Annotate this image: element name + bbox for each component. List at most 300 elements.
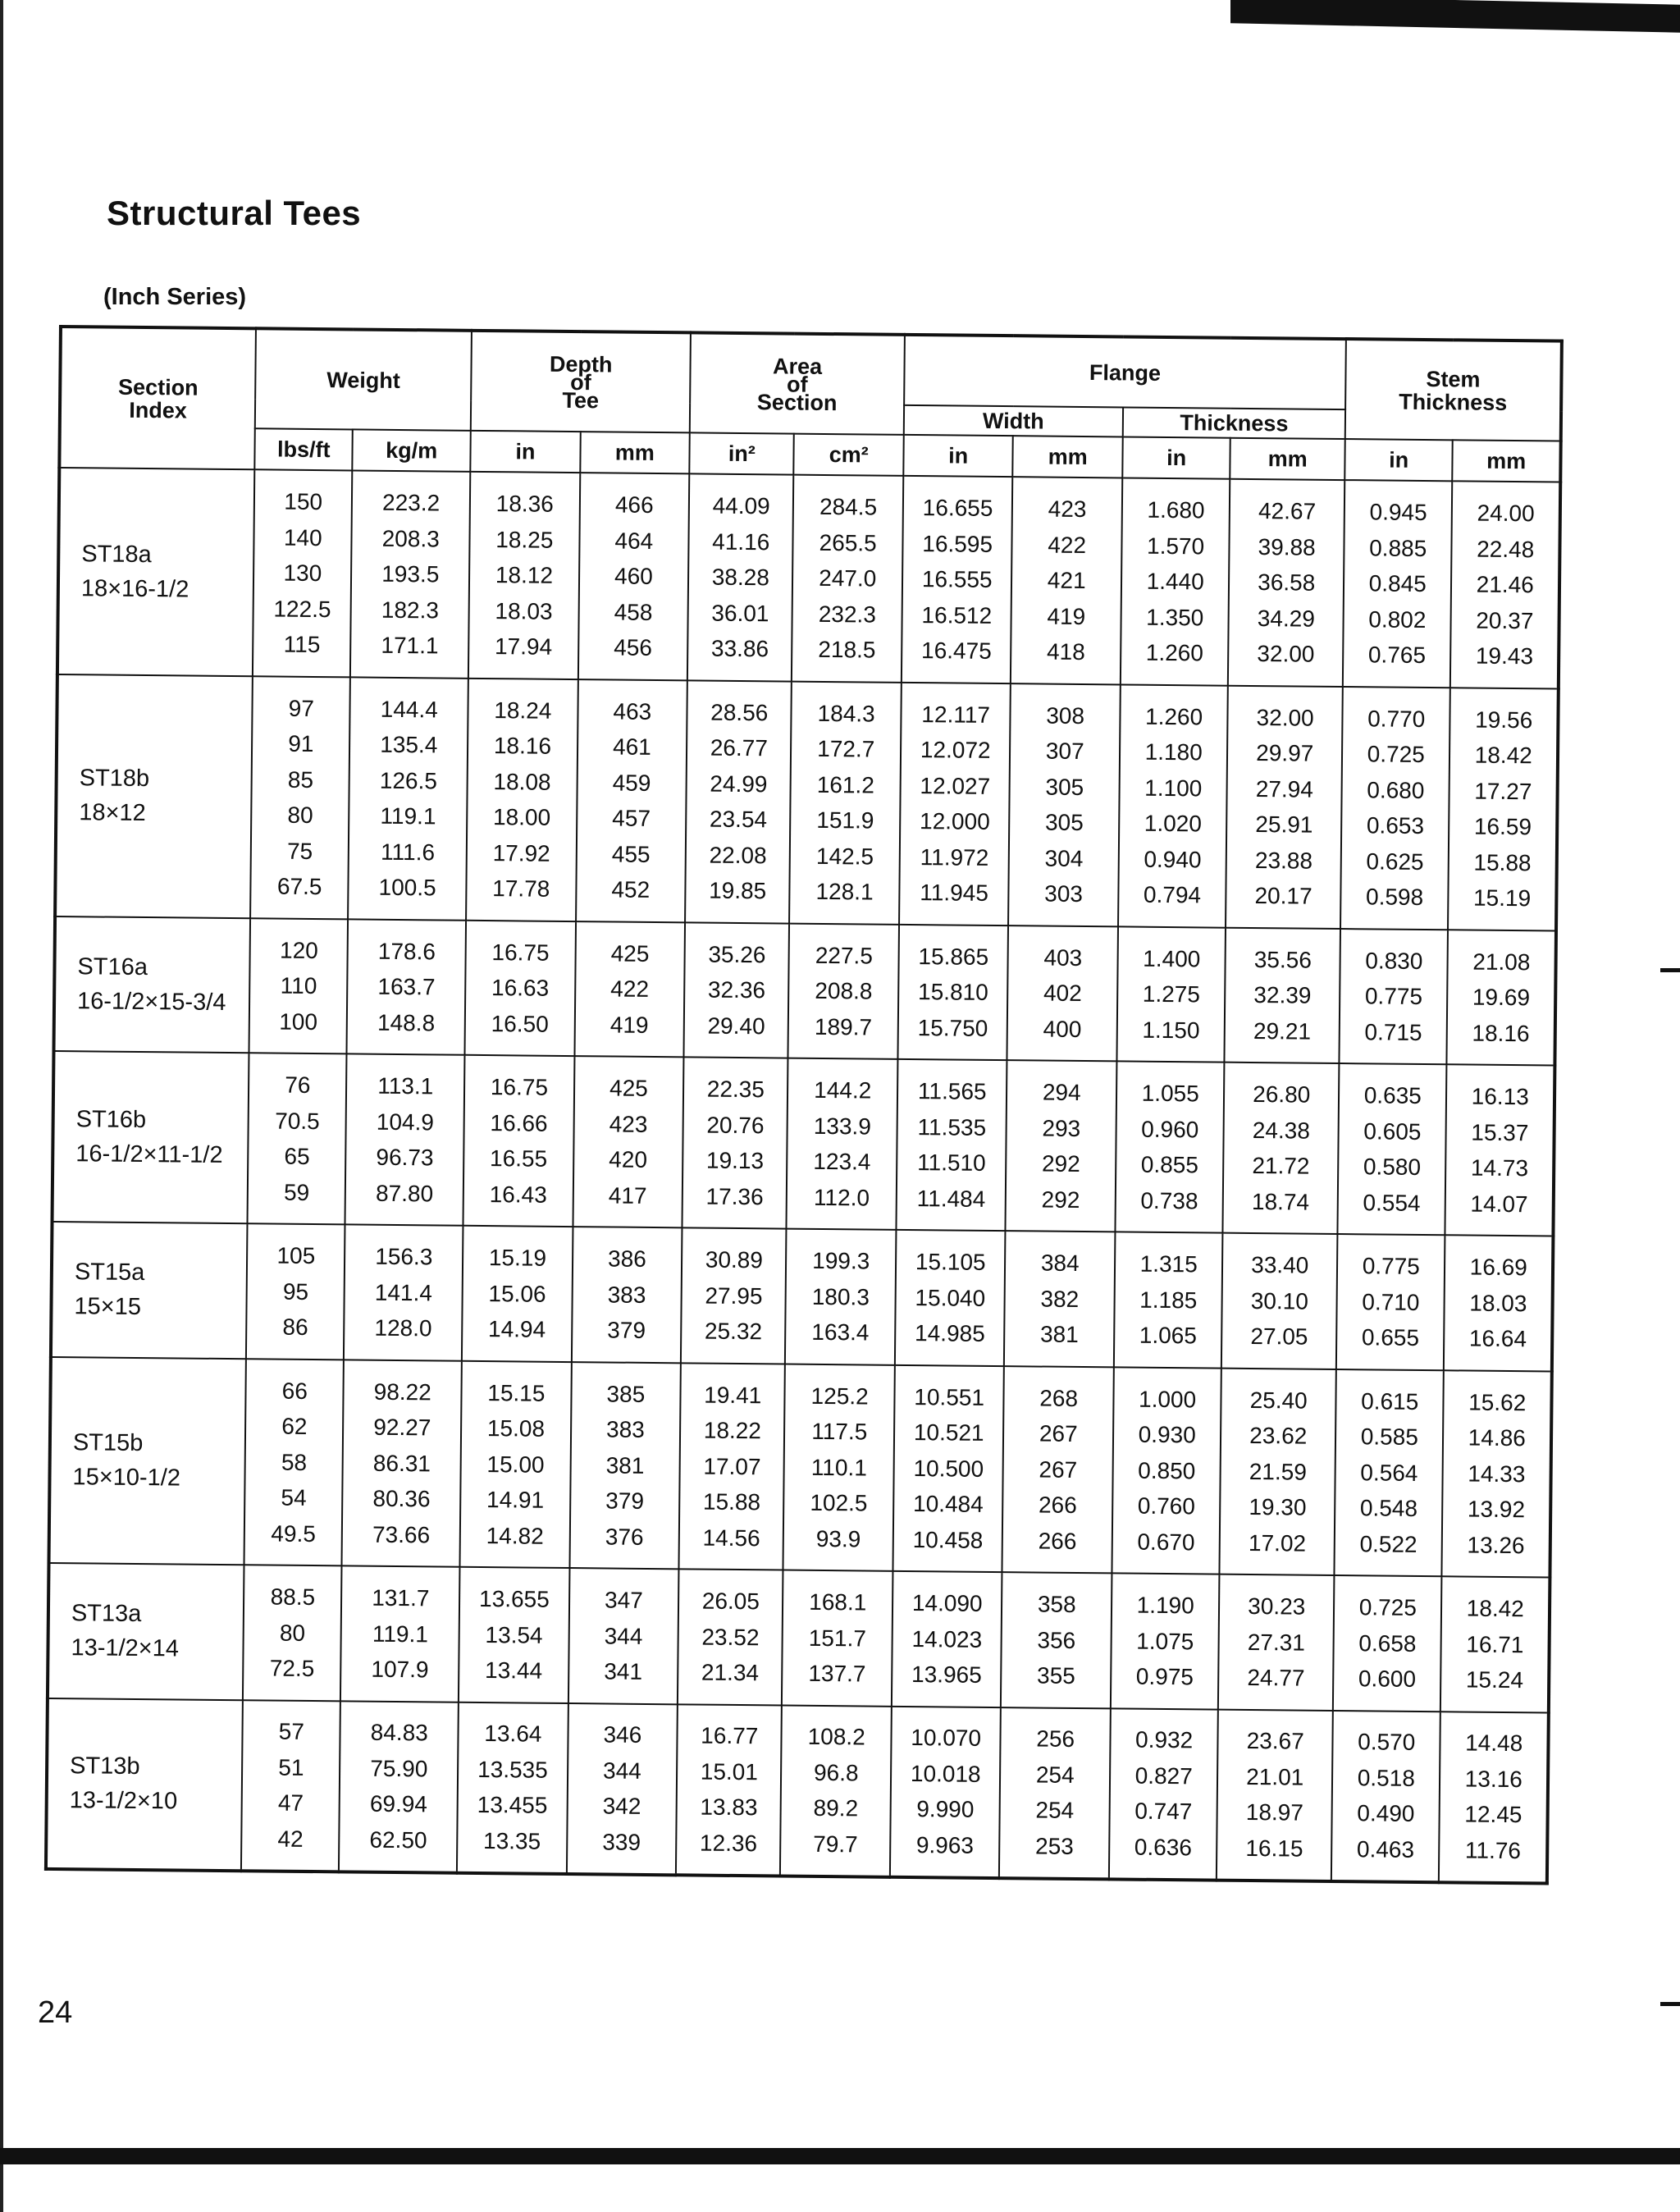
cell-value: 402 xyxy=(1043,980,1082,1007)
cell-value: 0.625 xyxy=(1366,848,1424,875)
cell-value: 0.605 xyxy=(1363,1117,1422,1145)
data-cell xyxy=(895,1230,1006,1366)
cell-value: 1.350 xyxy=(1146,604,1204,630)
cell-value: 24.38 xyxy=(1252,1117,1311,1144)
cell-value: 18.25 xyxy=(495,526,554,553)
cell-value: 17.94 xyxy=(494,633,553,660)
cell-value: 13.54 xyxy=(485,1621,543,1648)
cell-value: 29.97 xyxy=(1256,740,1314,766)
data-cell xyxy=(1114,1232,1223,1368)
cell-value: 85 xyxy=(287,766,314,793)
cell-value: 452 xyxy=(611,876,651,903)
cell-value: 0.680 xyxy=(1367,776,1425,803)
cell-value: 24.99 xyxy=(710,770,768,797)
cell-value: 32.00 xyxy=(1257,641,1315,667)
section-group-row xyxy=(49,1356,1552,1577)
cell-value: 21.08 xyxy=(1472,948,1531,975)
cell-value: 1.440 xyxy=(1146,568,1204,595)
cell-value: 268 xyxy=(1039,1385,1079,1411)
cell-value: 163.7 xyxy=(377,973,436,1000)
cell-value: 117.5 xyxy=(811,1418,868,1445)
cell-value: 44.09 xyxy=(712,492,770,519)
cell-value: 144.4 xyxy=(380,696,438,722)
cell-value: 417 xyxy=(608,1181,647,1209)
cell-value: 41.16 xyxy=(712,528,770,555)
cell-value: 1.020 xyxy=(1144,810,1203,837)
cell-value: 18.36 xyxy=(495,491,554,517)
cell-value: 17.02 xyxy=(1248,1529,1307,1556)
cell-value: 21.01 xyxy=(1246,1763,1304,1790)
unit-label: in² xyxy=(689,432,794,474)
cell-value: 144.2 xyxy=(814,1076,872,1104)
cell-value: 384 xyxy=(1040,1250,1080,1276)
cell-value: 379 xyxy=(605,1488,645,1514)
data-cell xyxy=(248,1053,347,1224)
data-cell xyxy=(459,1567,569,1703)
scan-edge-top xyxy=(1230,0,1680,33)
cell-value: 15.37 xyxy=(1471,1119,1529,1145)
cell-value: 21.72 xyxy=(1252,1153,1310,1179)
cell-value: 100.5 xyxy=(378,874,436,901)
cell-value: 102.5 xyxy=(810,1489,868,1516)
cell-value: 16.75 xyxy=(491,939,550,966)
header-area-of-section: Area of Section xyxy=(690,332,905,434)
cell-value: 292 xyxy=(1041,1186,1080,1213)
data-cell xyxy=(1226,685,1342,928)
data-cell xyxy=(244,1359,345,1566)
section-index-cell xyxy=(57,468,255,676)
data-cell xyxy=(1225,927,1340,1063)
cell-value: 110 xyxy=(280,972,317,999)
cell-value: 22.35 xyxy=(706,1076,765,1103)
structural-tees-table xyxy=(44,325,1564,1885)
cell-value: 461 xyxy=(612,734,651,760)
cell-value: 0.794 xyxy=(1143,881,1202,908)
cell-value: 0.765 xyxy=(1367,642,1427,669)
cell-value: 34.29 xyxy=(1257,605,1316,632)
cell-value: 79.7 xyxy=(813,1830,858,1857)
data-cell xyxy=(899,682,1011,925)
cell-value: 115 xyxy=(283,631,321,658)
cell-value: 19.56 xyxy=(1475,706,1533,733)
cell-value: 0.850 xyxy=(1138,1457,1196,1483)
section-index-cell xyxy=(46,1698,243,1870)
cell-value: 100 xyxy=(279,1008,318,1035)
cell-value: 24.00 xyxy=(1477,500,1535,527)
cell-value: 35.26 xyxy=(708,941,766,967)
cell-value: 18.00 xyxy=(492,804,551,830)
cell-value: 247.0 xyxy=(819,564,877,592)
cell-value: 86 xyxy=(282,1314,308,1340)
cell-value: 16.75 xyxy=(490,1074,549,1100)
section-group-row xyxy=(54,916,1556,1065)
page-title: Structural Tees xyxy=(107,194,362,232)
cell-value: 0.598 xyxy=(1365,884,1424,910)
cell-value: 18.42 xyxy=(1474,742,1532,769)
section-group-row xyxy=(48,1563,1550,1712)
cell-value: 156.3 xyxy=(375,1243,433,1270)
cell-value: 26.77 xyxy=(710,734,769,761)
cell-value: 19.69 xyxy=(1472,984,1531,1011)
cell-value: 32.39 xyxy=(1253,982,1312,1008)
header-section-index: Section Index xyxy=(59,327,256,469)
scan-edge-bottom xyxy=(0,2148,1680,2164)
cell-value: 16.655 xyxy=(922,495,993,521)
cell-value: 284.5 xyxy=(819,493,878,520)
data-cell xyxy=(1109,1708,1218,1880)
cell-value: 92.27 xyxy=(373,1414,431,1441)
cell-value: 464 xyxy=(614,528,654,554)
data-cell xyxy=(1217,1709,1333,1881)
cell-value: 193.5 xyxy=(381,560,440,587)
cell-value: 376 xyxy=(605,1523,644,1550)
cell-value: 10.551 xyxy=(914,1383,985,1410)
cell-value: 26.80 xyxy=(1253,1081,1311,1108)
unit-label: in xyxy=(1344,439,1453,481)
cell-value: 16.43 xyxy=(489,1181,547,1208)
cell-value: 0.615 xyxy=(1361,1387,1419,1414)
cell-value: 1.315 xyxy=(1139,1250,1198,1277)
data-cell xyxy=(567,1703,678,1875)
cell-value: 0.725 xyxy=(1358,1594,1418,1620)
cell-value: 0.635 xyxy=(1363,1082,1422,1108)
cell-value: 25.91 xyxy=(1255,811,1313,838)
cell-value: 16.64 xyxy=(1468,1325,1527,1352)
data-cell xyxy=(679,1363,786,1570)
cell-value: 33.86 xyxy=(710,635,769,662)
scan-mark xyxy=(1660,968,1680,972)
cell-value: 65 xyxy=(284,1143,310,1169)
cell-value: 0.670 xyxy=(1137,1529,1195,1555)
data-cell xyxy=(578,473,689,680)
cell-value: 57 xyxy=(278,1718,305,1744)
cell-value: 18.42 xyxy=(1466,1595,1524,1622)
cell-value: 1.000 xyxy=(1138,1386,1197,1412)
cell-value: 400 xyxy=(1043,1016,1082,1042)
cell-value: 70.5 xyxy=(275,1108,320,1134)
cell-value: 18.22 xyxy=(703,1417,762,1444)
cell-value: 0.975 xyxy=(1135,1663,1194,1690)
cell-value: 459 xyxy=(612,770,651,796)
cell-value: 208.3 xyxy=(381,525,440,551)
cell-value: 381 xyxy=(605,1451,645,1478)
data-cell xyxy=(1111,1573,1220,1709)
section-group-row xyxy=(51,1222,1553,1371)
cell-value: 0.827 xyxy=(1134,1762,1193,1789)
unit-label: kg/m xyxy=(353,429,471,471)
cell-value: 16.63 xyxy=(491,975,550,1001)
cell-value: 47 xyxy=(277,1789,304,1816)
cell-value: 386 xyxy=(607,1245,646,1272)
cell-value: 0.580 xyxy=(1363,1154,1422,1180)
cell-value: 0.885 xyxy=(1369,534,1427,561)
section-group-row xyxy=(55,674,1559,930)
data-cell xyxy=(1006,1060,1116,1232)
data-cell xyxy=(340,1565,459,1702)
cell-value: 15.810 xyxy=(917,979,988,1005)
cell-value: 16.59 xyxy=(1473,813,1532,840)
cell-value: 182.3 xyxy=(381,596,440,623)
cell-value: 91 xyxy=(288,730,314,757)
section-size: 15×15 xyxy=(74,1293,142,1321)
cell-value: 11.484 xyxy=(916,1185,986,1212)
cell-value: 13.26 xyxy=(1467,1532,1525,1558)
data-cell xyxy=(1008,683,1120,926)
data-cell xyxy=(1343,480,1453,688)
cell-value: 14.94 xyxy=(487,1316,546,1342)
cell-value: 0.760 xyxy=(1137,1492,1196,1520)
cell-value: 23.67 xyxy=(1246,1727,1304,1754)
cell-value: 80.36 xyxy=(372,1485,431,1512)
section-designation: ST18a xyxy=(81,541,152,568)
cell-value: 358 xyxy=(1037,1591,1076,1617)
data-cell xyxy=(347,919,466,1055)
cell-value: 80 xyxy=(279,1620,306,1646)
cell-value: 15.06 xyxy=(488,1280,546,1307)
cell-value: 13.965 xyxy=(911,1661,982,1688)
page-number: 24 xyxy=(38,1995,73,2030)
cell-value: 16.15 xyxy=(1245,1835,1303,1862)
cell-value: 12.45 xyxy=(1464,1801,1522,1828)
cell-value: 16.595 xyxy=(922,530,993,557)
cell-value: 342 xyxy=(602,1793,641,1819)
cell-value: 0.463 xyxy=(1356,1835,1415,1862)
cell-value: 148.8 xyxy=(377,1009,436,1035)
cell-value: 120 xyxy=(279,937,318,963)
data-cell xyxy=(890,1706,1001,1877)
data-cell xyxy=(342,1360,462,1567)
cell-value: 0.855 xyxy=(1140,1151,1199,1178)
cell-value: 344 xyxy=(604,1622,643,1649)
cell-value: 455 xyxy=(611,840,651,867)
data-cell xyxy=(780,1705,891,1876)
data-cell xyxy=(785,1229,896,1365)
header-flange-thickness: Thickness xyxy=(1123,407,1345,439)
data-cell xyxy=(250,676,350,919)
cell-value: 0.564 xyxy=(1360,1459,1418,1486)
data-cell xyxy=(1447,930,1556,1066)
section-index-cell xyxy=(54,916,251,1053)
cell-value: 308 xyxy=(1046,702,1085,729)
unit-label: cm² xyxy=(794,434,904,476)
cell-value: 0.930 xyxy=(1138,1421,1196,1448)
cell-value: 13.44 xyxy=(484,1657,543,1684)
cell-value: 0.653 xyxy=(1366,812,1425,839)
data-cell xyxy=(460,1360,572,1568)
data-cell xyxy=(1339,929,1448,1065)
data-cell xyxy=(457,1702,568,1873)
unit-label: mm xyxy=(1230,438,1345,480)
section-index-cell xyxy=(52,1051,249,1223)
cell-value: 75 xyxy=(286,838,313,864)
cell-value: 9.990 xyxy=(916,1796,975,1822)
data-cell xyxy=(896,1059,1007,1231)
data-cell xyxy=(569,1362,681,1570)
cell-value: 0.802 xyxy=(1368,606,1427,633)
cell-value: 14.91 xyxy=(486,1487,545,1513)
cell-value: 15.88 xyxy=(1473,849,1532,875)
cell-value: 36.58 xyxy=(1258,569,1316,596)
data-cell xyxy=(682,1057,788,1228)
cell-value: 180.3 xyxy=(811,1283,870,1310)
cell-value: 17.27 xyxy=(1474,778,1532,804)
cell-value: 418 xyxy=(1046,638,1085,665)
cell-value: 379 xyxy=(607,1317,646,1343)
cell-value: 15.750 xyxy=(917,1014,988,1041)
cell-value: 0.775 xyxy=(1364,983,1423,1009)
cell-value: 62.50 xyxy=(369,1826,427,1853)
cell-value: 346 xyxy=(603,1721,642,1748)
cell-value: 0.932 xyxy=(1134,1726,1194,1753)
data-cell xyxy=(568,1568,679,1704)
cell-value: 104.9 xyxy=(376,1108,435,1135)
cell-value: 18.03 xyxy=(1469,1290,1527,1316)
unit-label: in xyxy=(1122,436,1230,478)
cell-value: 171.1 xyxy=(381,632,439,659)
cell-value: 21.34 xyxy=(701,1659,760,1686)
data-cell xyxy=(241,1700,340,1872)
cell-value: 38.28 xyxy=(711,564,770,591)
data-cell xyxy=(1004,1231,1115,1367)
section-size: 16-1/2×15-3/4 xyxy=(76,988,226,1016)
cell-value: 344 xyxy=(602,1757,641,1784)
cell-value: 184.3 xyxy=(817,700,875,727)
cell-value: 80 xyxy=(287,802,313,828)
data-cell xyxy=(1445,1064,1555,1236)
cell-value: 51 xyxy=(278,1754,304,1780)
cell-value: 128.0 xyxy=(374,1314,432,1341)
cell-value: 0.522 xyxy=(1359,1530,1418,1557)
cell-value: 15.24 xyxy=(1465,1666,1524,1693)
cell-value: 403 xyxy=(1043,944,1083,971)
cell-value: 17.36 xyxy=(705,1183,764,1209)
cell-value: 13.455 xyxy=(477,1791,548,1818)
data-cell xyxy=(1011,477,1122,684)
cell-value: 341 xyxy=(604,1658,643,1684)
section-size: 13-1/2×10 xyxy=(69,1787,178,1815)
cell-value: 11.535 xyxy=(917,1113,987,1140)
data-cell xyxy=(1002,1366,1114,1574)
cell-value: 16.69 xyxy=(1469,1254,1527,1281)
cell-value: 425 xyxy=(609,1075,648,1101)
cell-value: 0.585 xyxy=(1360,1424,1419,1450)
cell-value: 108.2 xyxy=(807,1723,865,1750)
cell-value: 32.36 xyxy=(707,976,766,1003)
cell-value: 307 xyxy=(1045,738,1084,765)
cell-value: 35.56 xyxy=(1253,946,1312,973)
data-cell xyxy=(892,1571,1002,1707)
cell-value: 1.260 xyxy=(1145,639,1204,666)
cell-value: 73.66 xyxy=(372,1521,431,1547)
data-cell xyxy=(902,476,1013,683)
cell-value: 16.55 xyxy=(489,1145,548,1172)
cell-value: 42.67 xyxy=(1258,498,1317,524)
cell-value: 126.5 xyxy=(379,767,438,793)
cell-value: 12.36 xyxy=(699,1830,758,1856)
cell-value: 18.03 xyxy=(495,597,553,624)
cell-value: 172.7 xyxy=(817,735,875,762)
cell-value: 254 xyxy=(1035,1762,1075,1788)
cell-value: 125.2 xyxy=(810,1382,869,1410)
cell-value: 0.738 xyxy=(1140,1187,1198,1213)
cell-value: 1.055 xyxy=(1141,1080,1199,1107)
cell-value: 15.19 xyxy=(488,1245,547,1271)
data-cell xyxy=(1218,1574,1334,1711)
section-size: 18×12 xyxy=(79,799,146,827)
cell-value: 93.9 xyxy=(815,1525,861,1552)
cell-value: 0.600 xyxy=(1358,1666,1417,1692)
data-cell xyxy=(1001,1572,1112,1708)
cell-value: 0.747 xyxy=(1134,1798,1193,1825)
cell-value: 1.400 xyxy=(1143,945,1201,971)
cell-value: 12.027 xyxy=(920,772,991,799)
cell-value: 15.08 xyxy=(486,1415,546,1442)
cell-value: 466 xyxy=(614,491,654,518)
cell-value: 96.8 xyxy=(813,1759,859,1785)
cell-value: 13.16 xyxy=(1464,1766,1523,1792)
cell-value: 21.46 xyxy=(1476,571,1534,598)
cell-value: 95 xyxy=(282,1278,309,1305)
cell-value: 42 xyxy=(277,1826,304,1852)
section-group-row xyxy=(57,468,1560,688)
cell-value: 67.5 xyxy=(276,873,322,900)
data-cell xyxy=(1337,1063,1446,1235)
cell-value: 30.89 xyxy=(705,1246,764,1273)
cell-value: 339 xyxy=(602,1828,641,1855)
header-flange-width: Width xyxy=(904,405,1123,437)
data-cell xyxy=(1115,1061,1224,1232)
cell-value: 1.065 xyxy=(1139,1322,1198,1349)
cell-value: 422 xyxy=(610,976,650,1002)
cell-value: 265.5 xyxy=(819,529,877,556)
data-cell xyxy=(573,1056,683,1227)
cell-value: 24.77 xyxy=(1247,1664,1305,1691)
cell-value: 15.105 xyxy=(915,1249,986,1275)
cell-value: 119.1 xyxy=(380,802,436,830)
cell-value: 0.775 xyxy=(1362,1253,1421,1279)
cell-value: 86.31 xyxy=(372,1450,431,1476)
cell-value: 1.260 xyxy=(1144,703,1203,729)
cell-value: 27.94 xyxy=(1255,775,1314,802)
cell-value: 0.554 xyxy=(1363,1189,1421,1216)
data-cell xyxy=(462,1226,573,1362)
data-cell xyxy=(243,1565,342,1701)
data-cell xyxy=(684,922,790,1058)
cell-value: 88.5 xyxy=(270,1584,316,1611)
data-cell xyxy=(344,1224,463,1360)
cell-value: 142.5 xyxy=(815,843,874,870)
cell-value: 39.88 xyxy=(1258,533,1316,560)
cell-value: 25.32 xyxy=(704,1318,763,1345)
data-cell xyxy=(1442,1370,1552,1578)
cell-value: 15.865 xyxy=(918,943,989,970)
header-flange: Flange xyxy=(904,335,1346,409)
cell-value: 62 xyxy=(281,1413,308,1439)
cell-value: 1.275 xyxy=(1142,980,1201,1008)
cell-value: 135.4 xyxy=(380,731,438,758)
cell-value: 18.16 xyxy=(493,733,552,759)
cell-value: 163.4 xyxy=(811,1319,870,1346)
cell-value: 19.30 xyxy=(1249,1493,1307,1520)
header-weight: Weight xyxy=(255,328,472,431)
data-cell xyxy=(572,1227,682,1363)
cell-value: 11.945 xyxy=(920,880,989,906)
cell-value: 1.150 xyxy=(1142,1017,1200,1043)
cell-value: 0.636 xyxy=(1134,1834,1193,1860)
cell-value: 32.00 xyxy=(1256,704,1314,731)
cell-value: 19.13 xyxy=(705,1147,765,1174)
cell-value: 128.1 xyxy=(815,878,874,905)
